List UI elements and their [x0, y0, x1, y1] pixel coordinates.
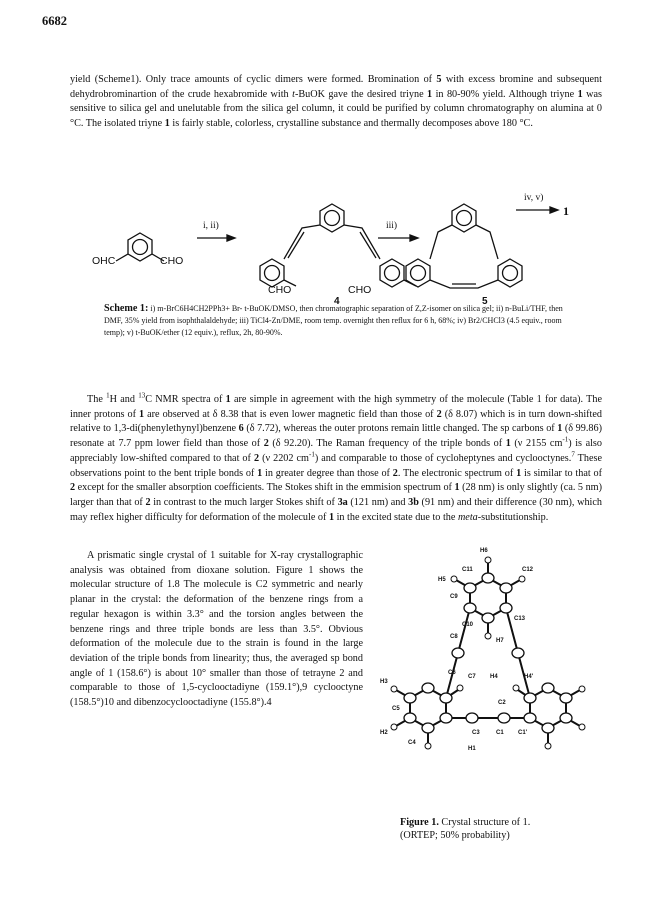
- figure-caption-text: Crystal structure of 1.: [438, 817, 531, 828]
- paragraph-3: A prismatic single crystal of 1 suitable for X-ray crystallographic analysis was obtained from dioxane solution. Figure 1 shows the molecular structure of 1.8 The molecule is C2 symmetric and nearly planar in the crystal: the deformation of the benzene rings from a regular hexagon is within 3.3° and the torsion angles between the benzene rings and three triple bonds are less than 3.5°. Obvious deformation of the molecule due to the strain is found in the large deviation of the triple bonds from linearity; thus, the averaged sp bond angle of 1 (158.6°) is about 10° smaller than those of tetrayne 2 and comparable to those of 1,5-cyclooctadiyne (159.1°),9 cyclooctyne (158.5°)10 and dibenzocyclooctadiyne (155.8°).4: [70, 550, 363, 709]
- atom-label-c2: C2: [498, 700, 506, 706]
- compound-4-number: 4: [334, 296, 340, 307]
- reagents-i-ii: i, ii): [203, 221, 219, 231]
- atom-label-c9: C9: [450, 594, 458, 600]
- isophthalaldehyde-structure: [116, 233, 164, 261]
- atom-label-h7: H7: [496, 638, 504, 644]
- figure-caption-label: Figure 1.: [400, 817, 439, 828]
- atom-label-h3: H3: [380, 679, 388, 685]
- atom-label-h4p: H4': [524, 674, 534, 680]
- atom-label-c1: C1: [496, 730, 504, 736]
- atom-label-h1: H1: [468, 746, 476, 752]
- ortep-figure: [372, 538, 604, 796]
- ohc-label: OHC: [92, 255, 116, 267]
- atom-label-c4: C4: [408, 740, 416, 746]
- atom-label-c6: C6: [448, 670, 456, 676]
- atom-label-c12: C12: [522, 567, 534, 573]
- atom-label-h5: H5: [438, 577, 446, 583]
- atom-label-c7: C7: [468, 674, 476, 680]
- scheme-caption-label: Scheme 1:: [104, 303, 149, 314]
- figure-caption-sub: (ORTEP; 50% probability): [400, 830, 510, 841]
- paragraph-2: The $^1$H and $^{13}$C NMR spectra of 1 are simple in agreement with the high symmetry of the molecule (Table 1 for data). The inner protons of 1 are observed at δ 8.38 that is even lower magnetic field than those of 2 (δ 8.07) which is in turn down-shifted relative to 1,3-di(phenylethynyl)benzene 6 (δ 7.72), whereas the outer protons remain little changed. The sp carbons of 1 (δ 99.86) resonate at 7.7 ppm lower field than those of 2 (δ 92.20). The Raman frequency of the triple bonds of 1 (ν 2155 $cm^{-1}$) is also appreciably low-shifted compared to that of 2 (ν 2202 $cm^{-1}$) and comparable to those of cycloheptynes and cyclooctynes.$^7$ These observations point to the bent triple bonds of 1 in greater degree than those of 2. The electronic spectrum of 1 is similar to that of 2 except for the smaller absorption coefficients. The Stokes shift in the emmision spectrum of 1 (28 nm) is only slightly (ca. 5 nm) larger than that of 2 in contrast to the much larger Stokes shift of 3a (121 nm) and 3b (91 nm) and their difference (30 nm), which may reflex higher difficulty for deformation of the molecule of 1 in the excited state due to the meta-substitutionship.: [70, 391, 603, 523]
- reagents-iv-v: iv, v): [524, 193, 544, 203]
- compound-5-structure: [406, 204, 522, 288]
- product-1-number: 1: [563, 204, 569, 218]
- atom-label-c13: C13: [514, 616, 526, 622]
- page-number: 6682: [42, 14, 67, 28]
- compound-4-structure: [260, 204, 416, 287]
- atom-label-c10: C10: [462, 622, 474, 628]
- atom-label-h4: H4: [490, 674, 498, 680]
- atom-label-c3: C3: [472, 730, 480, 736]
- cho-label: CHO: [160, 255, 184, 267]
- atom-label-c1p: C1': [518, 730, 528, 736]
- reagents-iii: iii): [386, 221, 398, 231]
- atom-label-h2: H2: [380, 730, 388, 736]
- scheme-caption-text: i) m-BrC6H4CH2PPh3+ Br- t-BuOK/DMSO, then chromatographic separation of Z,Z-isomer on silica gel; ii) n-BuLi/THF, then DMF, 35% yield from isophthalaldehyde; iii) TiCl4-Zn/DME, room temp. overnight then reflux for 6 h, 68%; iv) Br2/CHCl3 (4.5 equiv., room temp); v) t-BuOK/ether (12 equiv.), reflux, 2h, 80-90%.: [104, 304, 563, 337]
- figure-caption: [400, 816, 600, 842]
- scheme-caption: [104, 303, 574, 339]
- atom-label-c5: C5: [392, 706, 400, 712]
- scheme-1-diagram: [70, 176, 602, 307]
- paragraph-1: yield (Scheme1). Only trace amounts of cyclic dimers were formed. Bromination of 5 with excess bromine and subsequent dehydrobrominartion of the crude hexabromide with t-BuOK gave the desired triyne 1 in 80-90% yield. Although triyne 1 was sensitive to silica gel and unelutable from the silica gel column, it could be purified by column chromatography on alumina at 0 °C. The isolated triyne 1 is fairly stable, colorless, crystalline substance and thermally decomposes above 180 °C.: [70, 74, 602, 130]
- atom-label-h6: H6: [480, 548, 488, 554]
- compound-5-number: 5: [482, 296, 488, 307]
- compound-4-cho-right: CHO: [348, 284, 372, 296]
- atom-label-c8: C8: [450, 634, 458, 640]
- compound-4-cho-left: CHO: [268, 284, 292, 296]
- atom-label-c11: C11: [462, 567, 473, 573]
